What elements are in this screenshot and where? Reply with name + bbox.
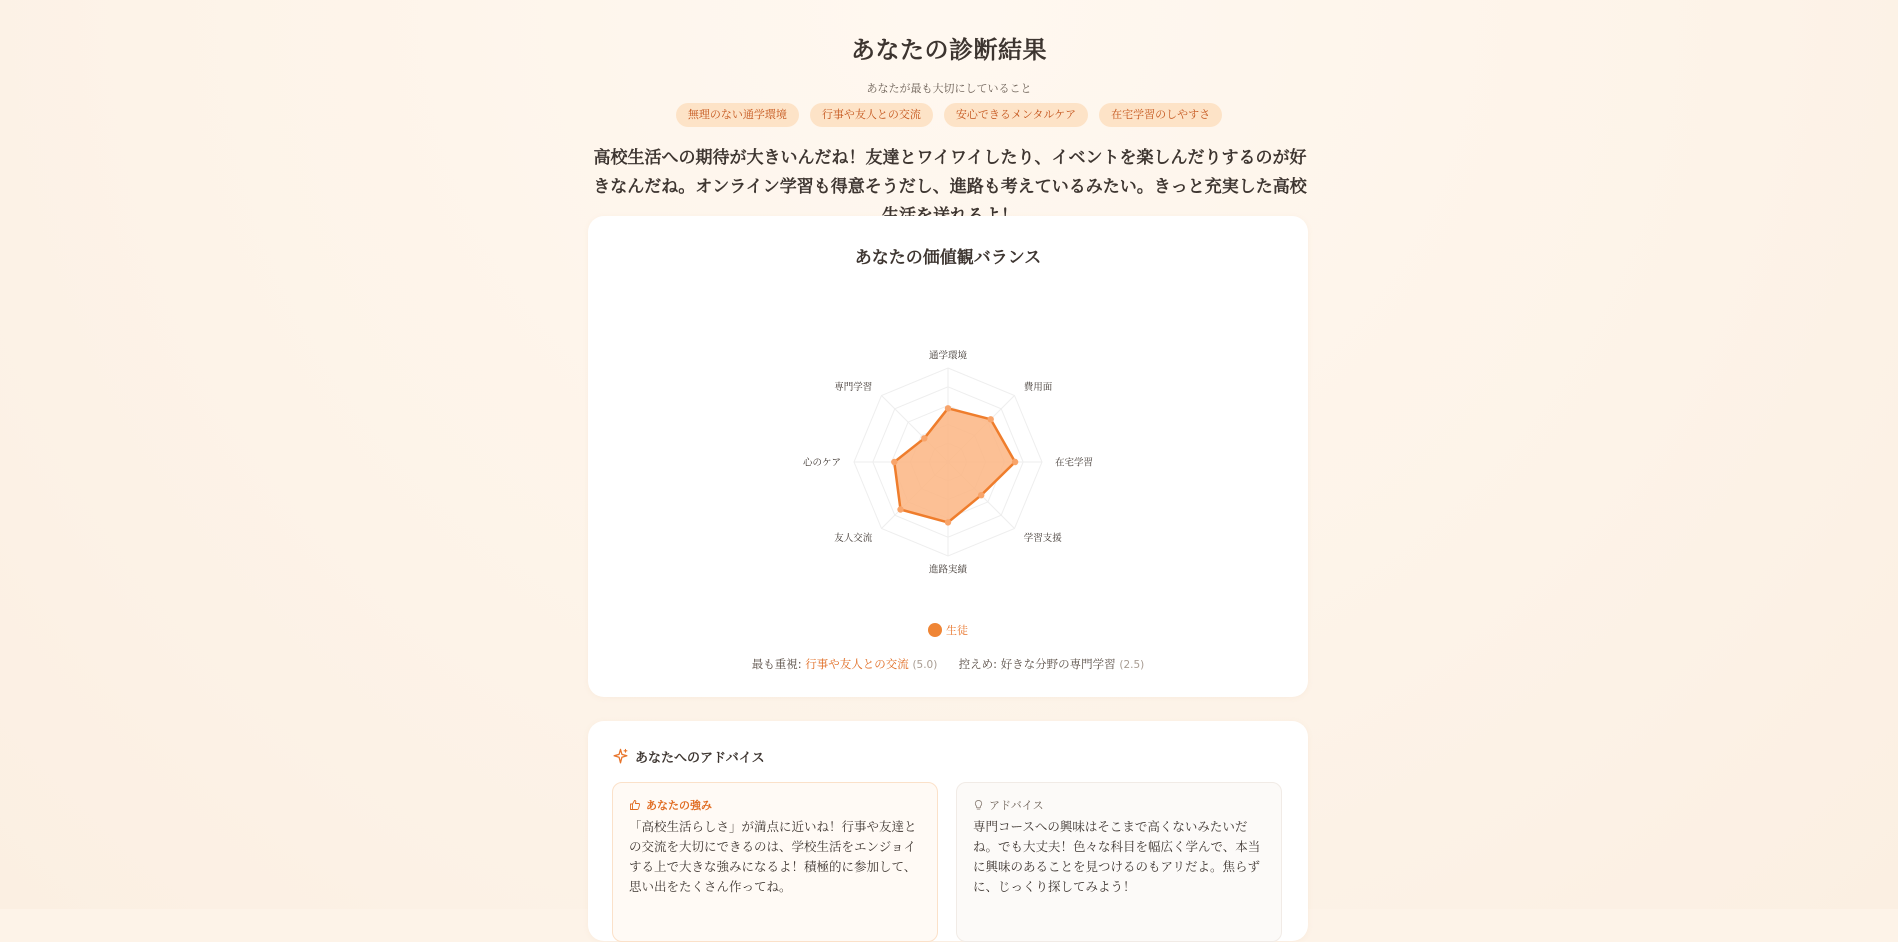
page-subtitle: あなたが最も大切にしていること <box>866 82 1032 95</box>
chart-summary <box>588 656 1308 672</box>
radar-data-point <box>945 405 951 411</box>
radar-data-point <box>988 416 994 422</box>
priority-tag: 安心できるメンタルケア <box>944 103 1088 127</box>
priority-tags <box>0 103 1898 127</box>
priority-tag: 行事や友人との交流 <box>810 103 933 127</box>
strength-body: 「高校生活らしさ」が満点に近いね！行事や友達との交流を大切にできるのは、学校生活をエンジョイする上で大きな強みになるよ！積極的に参加して、思い出をたくさん作ってね。 <box>629 819 917 894</box>
summary-top-item: 行事や友人との交流 <box>805 657 909 671</box>
radar-data-point <box>978 492 984 498</box>
radar-series <box>891 405 1018 525</box>
radar-axis-label: 学習支援 <box>1023 533 1062 545</box>
advice-heading <box>612 747 765 766</box>
radar-data-point <box>1012 459 1018 465</box>
summary-low-item: 好きな分野の専門学習 <box>1000 657 1116 671</box>
summary-low-label: 控えめ: <box>958 657 998 671</box>
tip-title <box>973 797 1265 813</box>
radar-axis-label: 専門学習 <box>834 381 873 393</box>
summary-top-score: (5.0) <box>912 659 938 671</box>
chart-title: あなたの価値観バランス <box>854 248 1042 268</box>
summary-top-label: 最も重視: <box>751 657 802 671</box>
advice-card <box>588 721 1308 941</box>
radar-data-point <box>921 435 927 441</box>
chart-legend[interactable] <box>588 622 1308 638</box>
summary-low-score: (2.5) <box>1119 659 1145 671</box>
radar-axis-label: 費用面 <box>1023 381 1053 393</box>
radar-axis-label: 心のケア <box>802 457 841 469</box>
radar-data-point <box>945 519 951 525</box>
radar-axis-label: 在宅学習 <box>1055 457 1094 469</box>
sparkle-icon <box>612 748 629 765</box>
page-title: あなたの診断結果 <box>851 36 1047 64</box>
radar-axis-label: 友人交流 <box>834 533 873 545</box>
strength-title-label: あなたの強み <box>646 799 712 812</box>
radar-series-area <box>894 408 1015 522</box>
legend-label: 生徒 <box>946 624 968 637</box>
thumbs-up-icon <box>629 799 641 811</box>
tip-body: 専門コースへの興味はそこまで高くないみたいだね。でも大丈夫！色々な科目を幅広く学んで、本当に興味のあることを見つけるのもアリだよ。焦らずに、じっくり探してみよう！ <box>973 819 1261 894</box>
legend-marker <box>928 623 942 637</box>
radar-axis-label: 通学環境 <box>928 350 968 362</box>
radar-chart <box>588 216 1308 616</box>
values-chart-card <box>588 216 1308 697</box>
radar-axis-label: 進路実績 <box>928 564 968 576</box>
tip-panel <box>956 782 1282 942</box>
result-message: 高校生活への期待が大きいんだね！友達とワイワイしたり、イベントを楽しんだりするのが好きなんだね。オンライン学習も得意そうだし、進路も考えているみたい。きっと充実した高校 <box>593 148 1307 197</box>
priority-tag: 在宅学習のしやすさ <box>1099 103 1222 127</box>
tip-title-label: アドバイス <box>989 799 1044 812</box>
radar-data-point <box>891 459 897 465</box>
lightbulb-icon <box>973 799 984 811</box>
advice-heading-label: あなたへのアドバイス <box>635 751 765 766</box>
strength-panel <box>612 782 938 942</box>
radar-data-point <box>897 506 903 512</box>
priority-tag: 無理のない通学環境 <box>676 103 799 127</box>
strength-title <box>629 797 921 813</box>
